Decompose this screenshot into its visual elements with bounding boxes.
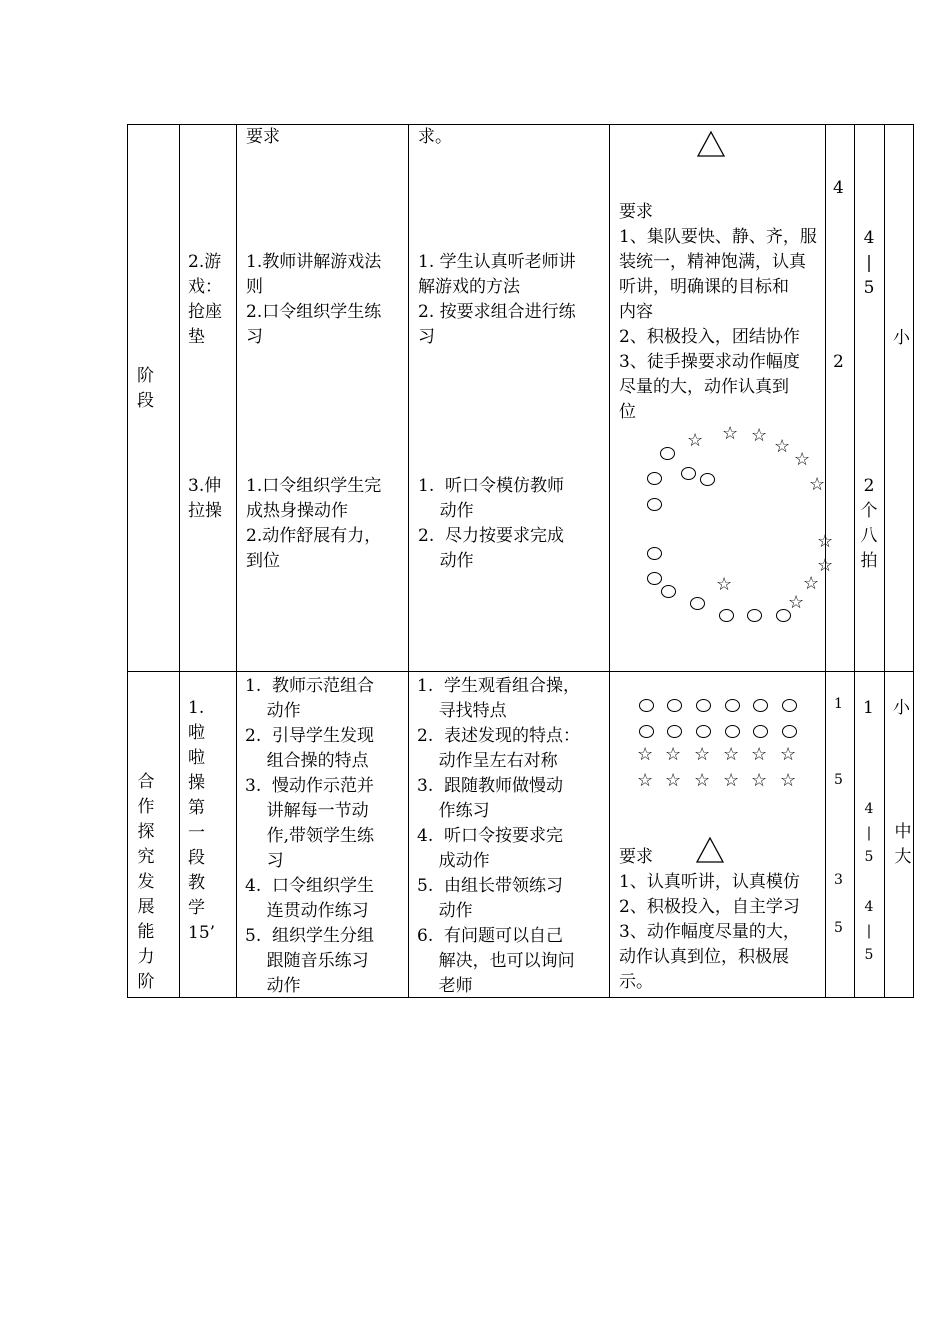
- star-icon: ☆: [665, 770, 682, 791]
- star-icon: ☆: [809, 474, 826, 495]
- col-border-7: [884, 124, 885, 998]
- circle-icon: [782, 699, 797, 712]
- circle-icon: [647, 472, 662, 485]
- phase-label: 阶 段: [137, 366, 154, 411]
- row-divider: [127, 671, 914, 672]
- star-icon: ☆: [794, 449, 811, 470]
- star-icon: ☆: [751, 770, 768, 791]
- teacher-cheer-activities: [245, 674, 405, 999]
- organization-requirements: 要求 1、集队要快、静、齐，服 装统一，精神饱满，认真 听讲，明确课的目标和 内容 2、积极投入，团结协作 3、徒手操要求动作幅度 尽量的大，动作认真到 位: [619, 202, 817, 422]
- circle-icon: [667, 725, 682, 738]
- time-col-d: 5: [834, 920, 843, 936]
- count-col-c: 4 | 5: [864, 899, 874, 963]
- star-icon: ☆: [774, 436, 791, 457]
- organization-requirements-label-2: 要求: [619, 847, 653, 867]
- col-border-4: [609, 124, 610, 998]
- student-requirement-top: 求。: [418, 127, 452, 147]
- circle-icon: [661, 585, 676, 598]
- student-step-4: 4. 听口令按要求完 成动作: [417, 826, 564, 871]
- star-icon: ☆: [716, 574, 733, 595]
- student-step-5: 5. 由组长带领练习 动作: [417, 876, 564, 921]
- star-icon: ☆: [687, 430, 704, 451]
- count-col-b: 4 | 5: [864, 801, 874, 865]
- star-icon: ☆: [723, 770, 740, 791]
- circle-icon: [647, 498, 662, 511]
- star-icon: ☆: [722, 423, 739, 444]
- time-col-c: 3: [834, 872, 843, 888]
- intensity-value: 小: [893, 328, 910, 348]
- circle-icon: [725, 699, 740, 712]
- teacher-game-activity: 1.教师讲解游戏法 则 2.口令组织学生练 习: [246, 252, 382, 347]
- intensity-value-2a: 小: [893, 698, 910, 718]
- col-border-0: [127, 124, 128, 998]
- circle-icon: [639, 725, 654, 738]
- circle-icon: [725, 725, 740, 738]
- teacher-step-3: 3. 慢动作示范并 讲解每一节动 作,带领学生练 习: [245, 776, 375, 871]
- teacher-step-2: 2. 引导学生发现 组合操的特点: [245, 726, 375, 771]
- star-icon: ☆: [637, 744, 654, 765]
- star-icon: ☆: [637, 770, 654, 791]
- triangle-icon: [695, 836, 725, 864]
- time-col-a: 1: [834, 696, 843, 712]
- teacher-step-4: 4. 口令组织学生 连贯动作练习: [245, 876, 375, 921]
- star-icon: ☆: [751, 744, 768, 765]
- student-step-6: 6. 有问题可以自己 解决，也可以询问 老师: [417, 926, 575, 996]
- circle-icon: [681, 467, 696, 480]
- time-col-b: 5: [834, 772, 843, 788]
- col-border-6: [854, 124, 855, 998]
- star-icon: ☆: [694, 770, 711, 791]
- circle-icon: [747, 609, 762, 622]
- teacher-requirement-top: 要求: [246, 127, 280, 147]
- col-border-1: [179, 124, 180, 998]
- circle-icon: [660, 447, 675, 460]
- cheer-item-title: 1. 啦 啦 操 第 一 段 教 学 15’: [188, 698, 216, 943]
- count-value-2: 2 个 八 拍: [860, 476, 878, 571]
- star-icon: ☆: [780, 744, 797, 765]
- student-step-3: 3. 跟随教师做慢动 作练习: [417, 776, 564, 821]
- game-item-title: 2.游 戏： 抢座 垫: [188, 252, 222, 347]
- teacher-stretch-activity: 1.口令组织学生完 成热身操动作 2.动作舒展有力， 到位: [246, 476, 382, 571]
- intensity-value-2b: 中大: [894, 822, 912, 867]
- phase-label-2: 合 作 探 究 发 展 能 力 阶: [137, 772, 155, 992]
- star-icon: ☆: [665, 744, 682, 765]
- col-border-2: [236, 124, 237, 998]
- circle-icon: [782, 725, 797, 738]
- circle-icon: [647, 572, 662, 585]
- student-stretch-activity: 1. 听口令模仿教师 动作 2. 尽力按要求完成 动作: [418, 476, 565, 571]
- student-step-2: 2. 表述发现的特点： 动作呈左右对称: [417, 726, 581, 771]
- time-value-1: 4: [833, 178, 844, 198]
- circle-icon: [647, 547, 662, 560]
- star-icon: ☆: [817, 555, 834, 576]
- teacher-step-1: 1. 教师示范组合 动作: [245, 676, 375, 721]
- circle-icon: [696, 699, 711, 712]
- triangle-icon: [696, 130, 726, 158]
- circle-icon: [700, 473, 715, 486]
- circle-icon: [696, 725, 711, 738]
- student-cheer-activities: [417, 674, 607, 999]
- count-col-a: 1: [863, 698, 874, 718]
- star-icon: ☆: [694, 744, 711, 765]
- teacher-step-5: 5. 组织学生分组 跟随音乐练习 动作: [245, 926, 375, 996]
- organization-requirements-2: 1、认真听讲，认真模仿 2、积极投入，自主学习 3、动作幅度尽量的大， 动作认真到位，积极展 示。: [619, 872, 800, 992]
- count-value-1: 4 | 5: [863, 228, 875, 298]
- stretch-item-title: 3.伸 拉操: [188, 476, 222, 521]
- student-game-activity: 1. 学生认真听老师讲 解游戏的方法 2. 按要求组合进行练 习: [418, 252, 576, 347]
- star-icon: ☆: [751, 425, 768, 446]
- circle-icon: [667, 699, 682, 712]
- time-value-2: 2: [833, 352, 844, 372]
- star-icon: ☆: [817, 531, 834, 552]
- circle-icon: [753, 725, 768, 738]
- circle-icon: [719, 609, 734, 622]
- col-border-3: [408, 124, 409, 998]
- star-icon: ☆: [788, 592, 805, 613]
- star-icon: ☆: [803, 573, 820, 594]
- circle-icon: [639, 699, 654, 712]
- circle-icon: [690, 597, 705, 610]
- star-icon: ☆: [780, 770, 797, 791]
- student-step-1: 1. 学生观看组合操， 寻找特点: [417, 676, 581, 721]
- circle-icon: [753, 699, 768, 712]
- star-icon: ☆: [723, 744, 740, 765]
